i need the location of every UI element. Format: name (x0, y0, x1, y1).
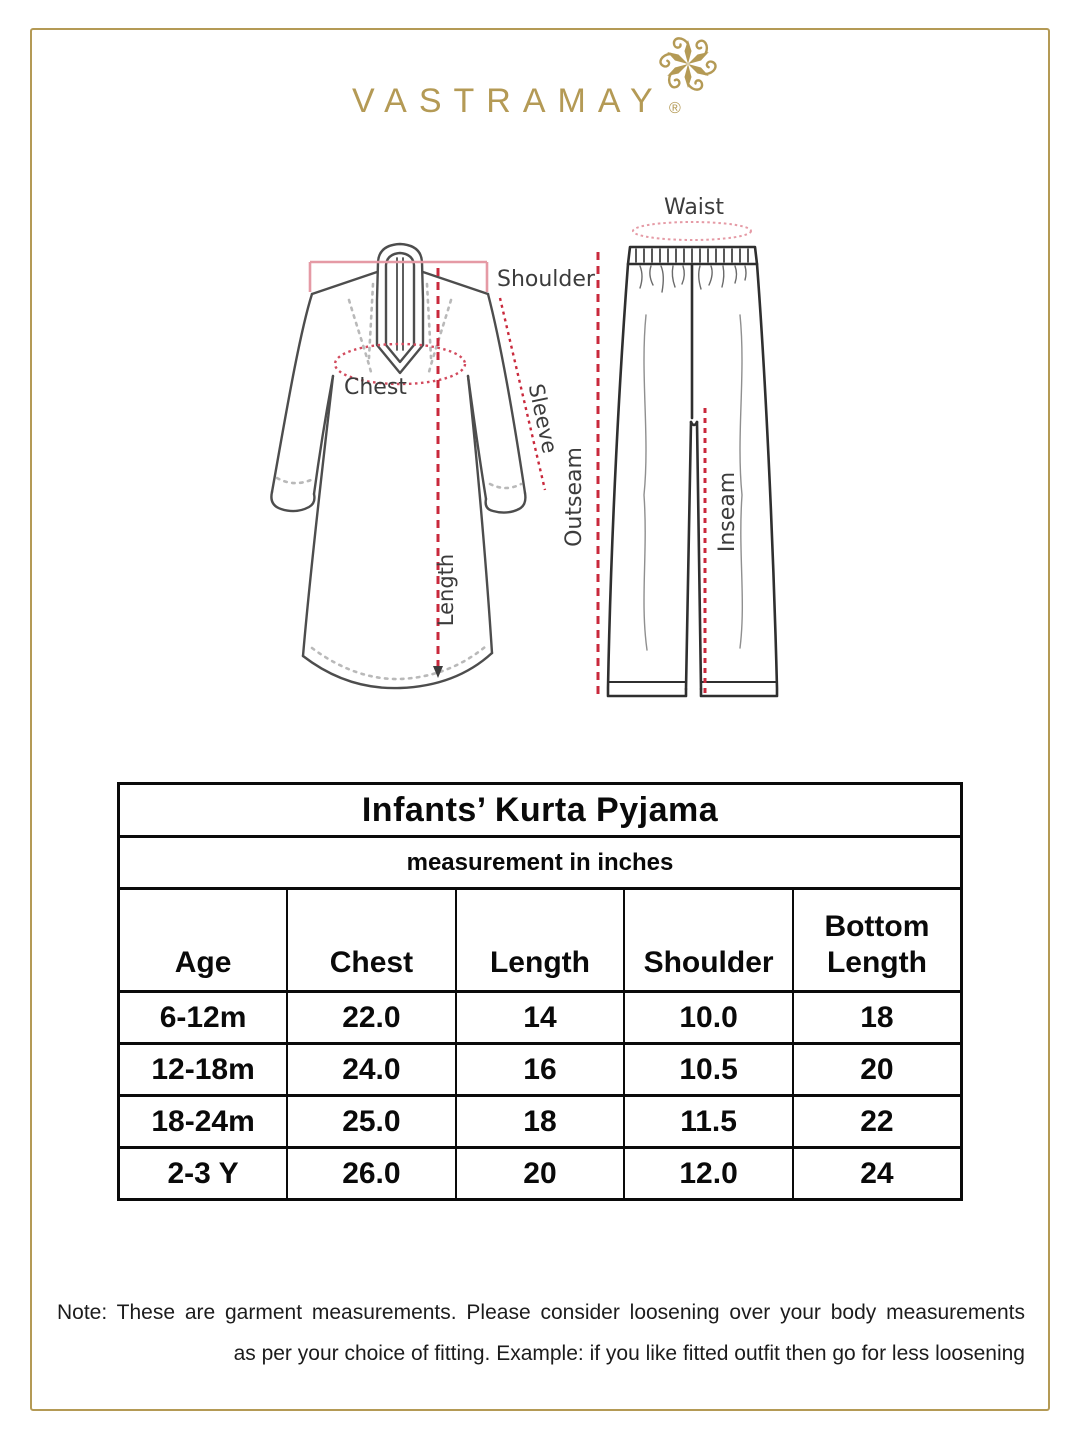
cell-length: 14 (456, 992, 625, 1044)
measurement-note (57, 1292, 1025, 1374)
cell-length: 16 (456, 1044, 625, 1096)
size-chart-table (117, 782, 963, 1201)
table-row (119, 992, 962, 1044)
garment-measurement-diagram (220, 156, 1010, 756)
cell-chest: 25.0 (287, 1096, 456, 1148)
cell-shoulder: 12.0 (624, 1148, 793, 1200)
cell-length: 20 (456, 1148, 625, 1200)
column-header-age: Age (119, 889, 288, 992)
table-subtitle: measurement in inches (119, 837, 962, 889)
waist-measure-ellipse (633, 222, 751, 240)
cell-bottom-length: 20 (793, 1044, 962, 1096)
inseam-label: Inseam (715, 471, 740, 553)
cell-shoulder: 10.5 (624, 1044, 793, 1096)
note-line-1: Note: These are garment measurements. Please consider loosening over your body measurements (57, 1301, 1025, 1324)
cell-chest: 22.0 (287, 992, 456, 1044)
cell-age: 12-18m (119, 1044, 288, 1096)
column-header-length: Length (456, 889, 625, 992)
cell-bottom-length: 18 (793, 992, 962, 1044)
registered-trademark-symbol: ® (669, 100, 681, 117)
brand-wordmark: VASTRAMAY (352, 82, 665, 120)
cell-chest: 26.0 (287, 1148, 456, 1200)
cell-shoulder: 10.0 (624, 992, 793, 1044)
table-row (119, 1044, 962, 1096)
cell-bottom-length: 24 (793, 1148, 962, 1200)
column-header-shoulder: Shoulder (624, 889, 793, 992)
cell-chest: 24.0 (287, 1044, 456, 1096)
chest-label: Chest (344, 375, 407, 400)
cell-age: 2-3 Y (119, 1148, 288, 1200)
shoulder-label: Shoulder (497, 267, 595, 292)
column-header-chest: Chest (287, 889, 456, 992)
pyjama-outline-drawing (608, 247, 777, 696)
table-row (119, 1096, 962, 1148)
table-title: Infants’ Kurta Pyjama (119, 784, 962, 837)
cell-age: 6-12m (119, 992, 288, 1044)
cell-age: 18-24m (119, 1096, 288, 1148)
cell-shoulder: 11.5 (624, 1096, 793, 1148)
brand-swirl-emblem-icon (658, 34, 718, 94)
column-header-bottom-length: Bottom Length (793, 889, 962, 992)
kurta-outline-drawing (271, 244, 525, 688)
table-row (119, 1148, 962, 1200)
shoulder-measure-bracket (310, 262, 487, 292)
sleeve-label: Sleeve (523, 381, 562, 456)
note-line-2: as per your choice of fitting. Example: if you like fitted outfit then go for less loosening (233, 1342, 1025, 1365)
cell-bottom-length: 22 (793, 1096, 962, 1148)
waist-label: Waist (663, 195, 725, 220)
length-label: Length (434, 553, 458, 627)
cell-length: 18 (456, 1096, 625, 1148)
outseam-label: Outseam (562, 447, 587, 547)
